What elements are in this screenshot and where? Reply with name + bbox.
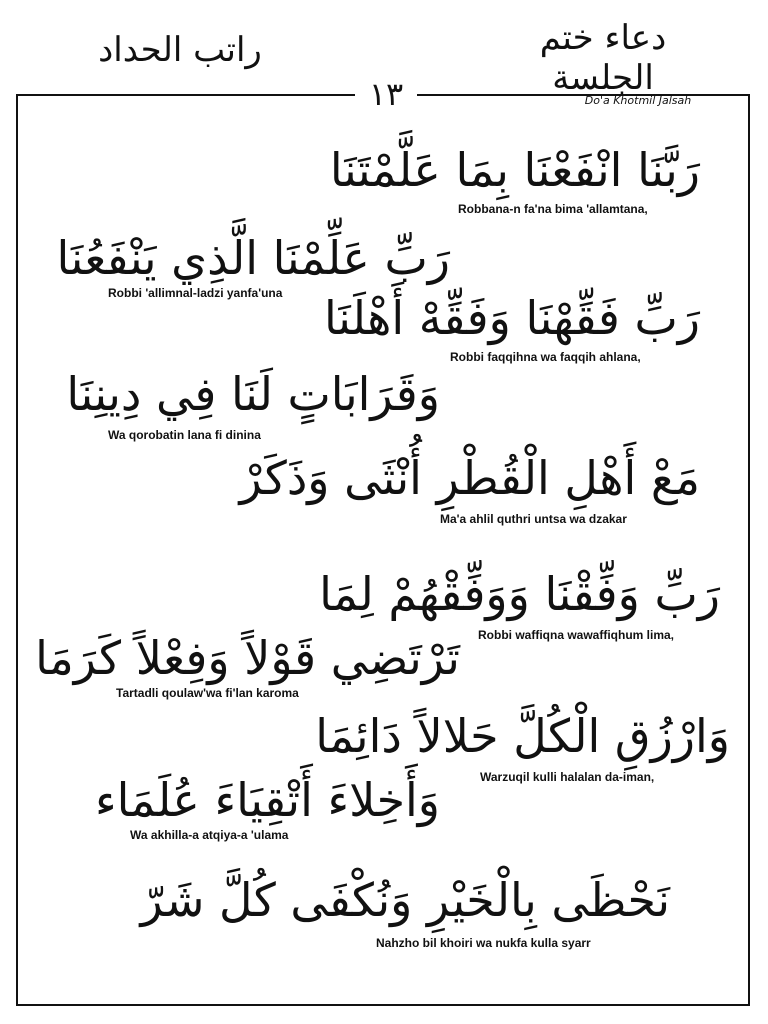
verse-transliteration: Ma'a ahlil quthri untsa wa dzakar (440, 512, 627, 526)
verse-transliteration: Robbana-n fa'na bima 'allamtana, (458, 202, 648, 216)
header-left-title: راتب الحداد (98, 30, 262, 70)
verse-arabic: مَعْ أَهْلِ الْقُطْرِ أُنْثَى وَذَكَرْ (239, 451, 700, 505)
verse-arabic: وَأَخِلاءَ أَتْقِيَاءَ عُلَمَاء (94, 773, 440, 827)
verse-arabic: وَارْزُقِ الْكُلَّ حَلالاً دَائِمَا (315, 709, 730, 763)
verse-transliteration: Warzuqil kulli halalan da-iman, (480, 770, 655, 784)
verse-transliteration: Robbi waffiqna wawaffiqhum lima, (478, 628, 675, 642)
verse-arabic: رَبَّنَا انْفَعْنَا بِمَا عَلَّمْتَنَا (329, 143, 700, 197)
verse-transliteration: Robbi faqqihna wa faqqih ahlana, (450, 350, 641, 364)
page-number: ١٣ (355, 74, 417, 114)
verse-transliteration: Nahzho bil khoiri wa nukfa kulla syarr (376, 936, 591, 950)
verse-line (239, 450, 700, 526)
verse-transliteration: Robbi 'allimnal-ladzi yanfa'una (108, 286, 283, 300)
verse-line (40, 366, 440, 442)
verse-transliteration: Wa qorobatin lana fi dinina (108, 428, 261, 442)
verse-line (323, 290, 700, 364)
verse-line (30, 772, 440, 842)
verse-line (329, 142, 700, 216)
verse-arabic: رَبِّ وَفِّقْنَا وَوَفِّقْهُمْ لِمَا (319, 567, 720, 621)
verse-line (140, 872, 670, 950)
verse-arabic: وَقَرَابَاتٍ لَنَا فِي دِينِنَا (66, 367, 440, 421)
verse-transliteration: Tartadli qoulaw'wa fi'lan karoma (116, 686, 299, 700)
verse-arabic: رَبِّ فَقِّهْنَا وَفَقِّهْ أَهْلَنَا (323, 291, 700, 345)
verse-arabic: نَحْظَى بِالْخَيْرِ وَنُكْفَى كُلَّ شَرّ (140, 873, 670, 927)
header-right-title: دعاء ختم الجلسة (539, 18, 667, 98)
header-right-subtitle: Do'a Khotmil Jalsah (584, 94, 692, 107)
verse-arabic: رَبِّ عَلِّمْنَا الَّذِي يَنْفَعُنَا (56, 231, 450, 285)
verse-arabic: تَرْتَضِي قَوْلاً وَفِعْلاً كَرَمَا (35, 631, 460, 685)
verse-line (30, 630, 460, 700)
verse-transliteration: Wa akhilla-a atqiya-a 'ulama (130, 828, 289, 842)
